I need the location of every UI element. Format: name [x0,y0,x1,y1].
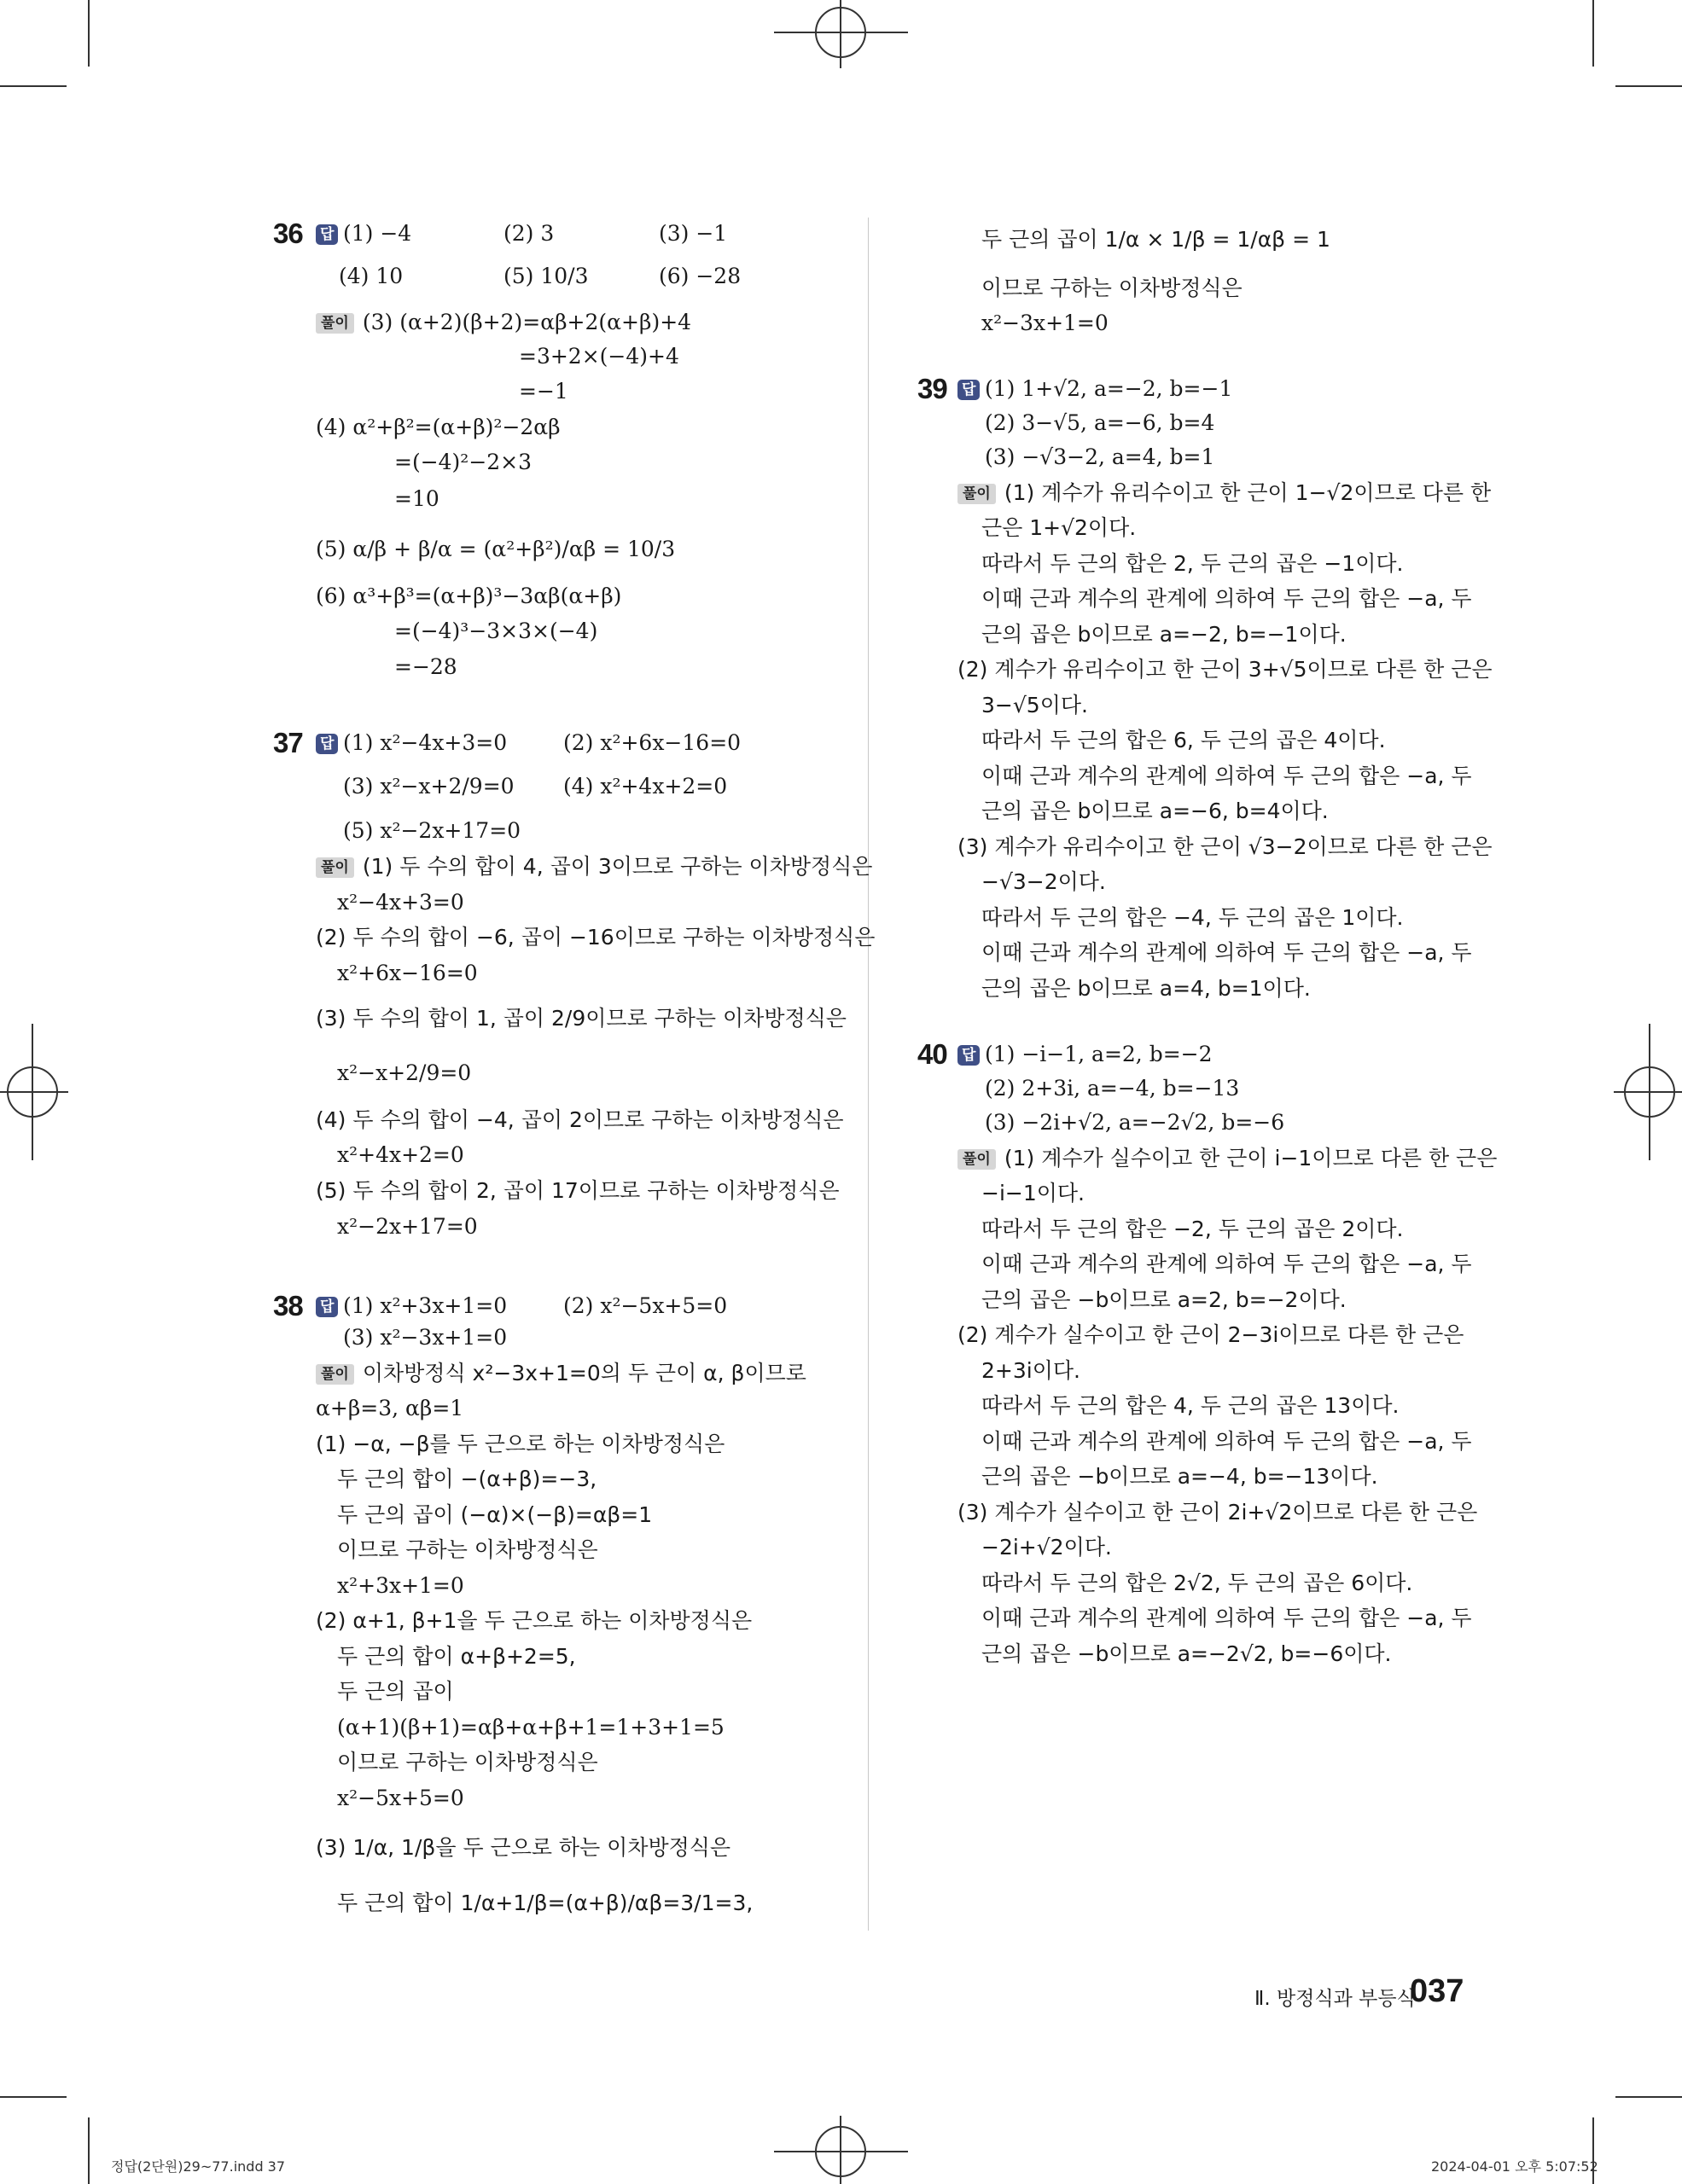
answer-item: (5) x²−2x+17=0 [343,818,521,843]
solution-line: (1) 두 수의 합이 4, 곱이 3이므로 구하는 이차방정식은 [362,854,873,879]
answer-item: (6) −28 [659,264,742,288]
solution-line: 이때 근과 계수의 관계에 의하여 두 근의 합은 −a, 두 [981,586,1472,611]
solution-line: =10 [394,486,439,511]
page-number: 037 [1410,1973,1464,2009]
answer-item: (1) −i−1, a=2, b=−2 [985,1042,1213,1066]
answer-badge: 답 [957,380,980,400]
solution-line: 두 근의 곱이 1/α × 1/β = 1/αβ = 1 [981,227,1330,252]
solution-line: (5) 두 수의 합이 2, 곱이 17이므로 구하는 이차방정식은 [316,1178,840,1203]
crop-mark [840,0,841,68]
print-file-info: 정답(2단원)29~77.indd 37 [111,2158,286,2175]
answer-badge: 답 [316,224,338,245]
answer-row [957,375,987,403]
solution-line: x²+6x−16=0 [337,961,478,985]
answer-item: (2) 3 [503,221,555,246]
crop-mark [0,2096,67,2098]
solution-line: =3+2×(−4)+4 [519,344,679,369]
answer-item: (2) 3−√5, a=−6, b=4 [985,410,1215,435]
answer-item: (2) x²−5x+5=0 [563,1293,728,1318]
solution-line: (4) α²+β²=(α+β)²−2αβ [316,415,561,439]
solution-line: x²−4x+3=0 [337,890,464,915]
solution-line: 두 근의 합이 α+β+2=5, [337,1644,576,1669]
answer-item: (1) 1+√2, a=−2, b=−1 [985,376,1233,401]
answer-item: (1) x²−4x+3=0 [343,730,508,755]
solution-line: 이므로 구하는 이차방정식은 [337,1537,598,1562]
solution-line: 근의 곱은 b이므로 a=−2, b=−1이다. [981,622,1347,647]
solution-line: 이때 근과 계수의 관계에 의하여 두 근의 합은 −a, 두 [981,1429,1472,1454]
question-number: 39 [917,373,947,404]
solution-line: (3) (α+2)(β+2)=αβ+2(α+β)+4 [362,310,692,334]
solution-line: 두 근의 합이 −(α+β)=−3, [337,1467,597,1491]
solution-line: =−28 [394,654,457,679]
solution-line: 근의 곱은 −b이므로 a=−4, b=−13이다. [981,1464,1378,1489]
solution-badge: 풀이 [316,1364,354,1385]
solution-line: (5) α/β + β/α = (α²+β²)/αβ = 10/3 [316,537,676,561]
answer-item: (3) x²−3x+1=0 [343,1325,508,1350]
solution-line: −i−1이다. [981,1181,1085,1205]
crop-mark [88,2117,90,2184]
answer-item: (1) x²+3x+1=0 [343,1293,508,1318]
solution-line: (1) 계수가 실수이고 한 근이 i−1이므로 다른 한 근은 [1004,1146,1498,1170]
solution-row [316,309,691,336]
crop-mark [1615,2096,1682,2098]
solution-line: =−1 [519,379,568,404]
solution-line: (6) α³+β³=(α+β)³−3αβ(α+β) [316,584,622,608]
solution-line: 따라서 두 근의 합은 4, 두 근의 곱은 13이다. [981,1393,1400,1418]
question-number: 37 [273,727,303,758]
solution-line: x²−x+2/9=0 [337,1060,472,1085]
solution-line: (2) 두 수의 합이 −6, 곱이 −16이므로 구하는 이차방정식은 [316,925,876,950]
column-divider [868,218,869,1931]
solution-row [957,479,1491,507]
solution-line: (3) 계수가 실수이고 한 근이 2i+√2이므로 다른 한 근은 [957,1500,1478,1525]
solution-line: 3−√5이다. [981,693,1088,717]
answer-item: (4) 10 [339,264,404,288]
solution-line: (2) α+1, β+1을 두 근으로 하는 이차방정식은 [316,1608,753,1633]
answer-item: (3) −1 [659,221,728,246]
solution-line: =(−4)²−2×3 [394,450,533,474]
solution-line: (2) 계수가 유리수이고 한 근이 3+√5이므로 다른 한 근은 [957,657,1493,682]
question-number: 38 [273,1290,303,1321]
answer-badge: 답 [316,734,338,754]
solution-line: (3) 계수가 유리수이고 한 근이 √3−2이므로 다른 한 근은 [957,834,1493,859]
solution-line: (2) 계수가 실수이고 한 근이 2−3i이므로 다른 한 근은 [957,1322,1464,1347]
crop-mark [1592,0,1594,67]
answer-item: (3) −√3−2, a=4, b=1 [985,444,1215,469]
solution-line: 두 근의 합이 1/α+1/β=(α+β)/αβ=3/1=3, [337,1891,754,1915]
answer-item: (1) −4 [343,221,412,246]
solution-line: 두 근의 곱이 [337,1679,454,1704]
solution-line: 근은 1+√2이다. [981,515,1137,540]
solution-row [316,853,872,880]
answer-row [316,220,345,247]
solution-badge: 풀이 [316,313,354,334]
answer-row [316,1292,345,1320]
solution-row [957,1145,1497,1172]
solution-line: 이므로 구하는 이차방정식은 [981,276,1243,300]
solution-line: x²−3x+1=0 [981,311,1109,335]
answer-badge: 답 [316,1297,338,1317]
solution-line: 근의 곱은 −b이므로 a=2, b=−2이다. [981,1287,1347,1312]
answer-item: (4) x²+4x+2=0 [563,774,728,799]
solution-line: (α+1)(β+1)=αβ+α+β+1=1+3+1=5 [337,1715,725,1740]
solution-line: α+β=3, αβ=1 [316,1396,464,1420]
solution-line: 이때 근과 계수의 관계에 의하여 두 근의 합은 −a, 두 [981,1606,1472,1630]
crop-mark [0,85,67,87]
solution-line: 이때 근과 계수의 관계에 의하여 두 근의 합은 −a, 두 [981,764,1472,788]
solution-line: 근의 곱은 −b이므로 a=−2√2, b=−6이다. [981,1641,1392,1666]
answer-row [957,1041,987,1068]
solution-line: x²−2x+17=0 [337,1214,478,1239]
crop-mark [1614,1091,1682,1093]
solution-line: 근의 곱은 b이므로 a=−6, b=4이다. [981,799,1329,823]
solution-line: 두 근의 곱이 (−α)×(−β)=αβ=1 [337,1502,653,1527]
answer-row [316,729,345,757]
answer-item: (3) −2i+√2, a=−2√2, b=−6 [985,1110,1285,1135]
solution-line: 근의 곱은 b이므로 a=4, b=1이다. [981,976,1311,1001]
solution-line: (1) 계수가 유리수이고 한 근이 1−√2이므로 다른 한 [1004,480,1492,505]
solution-line: −√3−2이다. [981,869,1106,894]
answer-badge: 답 [957,1045,980,1066]
solution-badge: 풀이 [316,857,354,878]
solution-badge: 풀이 [957,1149,996,1170]
solution-line: 이므로 구하는 이차방정식은 [337,1750,598,1774]
crop-mark [840,2116,841,2184]
solution-line: x²+3x+1=0 [337,1573,464,1598]
question-number: 36 [273,218,303,249]
solution-line: (1) −α, −β를 두 근으로 하는 이차방정식은 [316,1432,725,1456]
solution-line: (4) 두 수의 합이 −4, 곱이 2이므로 구하는 이차방정식은 [316,1107,844,1132]
answer-item: (3) x²−x+2/9=0 [343,774,515,799]
solution-line: 이때 근과 계수의 관계에 의하여 두 근의 합은 −a, 두 [981,940,1472,965]
solution-line: 따라서 두 근의 합은 −4, 두 근의 곱은 1이다. [981,905,1404,930]
solution-line: 이때 근과 계수의 관계에 의하여 두 근의 합은 −a, 두 [981,1252,1472,1276]
crop-mark [88,0,90,67]
question-number: 40 [917,1038,947,1070]
answer-item: (2) 2+3i, a=−4, b=−13 [985,1076,1240,1101]
crop-mark [1615,85,1682,87]
section-title: Ⅱ. 방정식과 부등식 [1254,1988,1416,2010]
solution-line: −2i+√2이다. [981,1535,1112,1560]
solution-line: 따라서 두 근의 합은 −2, 두 근의 곱은 2이다. [981,1217,1404,1241]
solution-line: (3) 두 수의 합이 1, 곱이 2/9이므로 구하는 이차방정식은 [316,1006,847,1031]
solution-line: =(−4)³−3×3×(−4) [394,619,598,643]
solution-line: (3) 1/α, 1/β을 두 근으로 하는 이차방정식은 [316,1835,731,1860]
answer-item: (2) x²+6x−16=0 [563,730,742,755]
solution-line: 따라서 두 근의 합은 6, 두 근의 곱은 4이다. [981,728,1386,752]
answer-item: (5) 10/3 [503,264,589,288]
solution-badge: 풀이 [957,484,996,504]
crop-mark [0,1091,68,1093]
solution-line: x²−5x+5=0 [337,1786,464,1810]
solution-line: 이차방정식 x²−3x+1=0의 두 근이 α, β이므로 [362,1361,806,1385]
solution-line: x²+4x+2=0 [337,1142,464,1167]
solution-line: 2+3i이다. [981,1358,1080,1383]
solution-line: 따라서 두 근의 합은 2√2, 두 근의 곱은 6이다. [981,1571,1413,1595]
print-timestamp: 2024-04-01 오후 5:07:52 [1431,2158,1598,2175]
solution-row [316,1360,806,1387]
solution-line: 따라서 두 근의 합은 2, 두 근의 곱은 −1이다. [981,551,1404,576]
